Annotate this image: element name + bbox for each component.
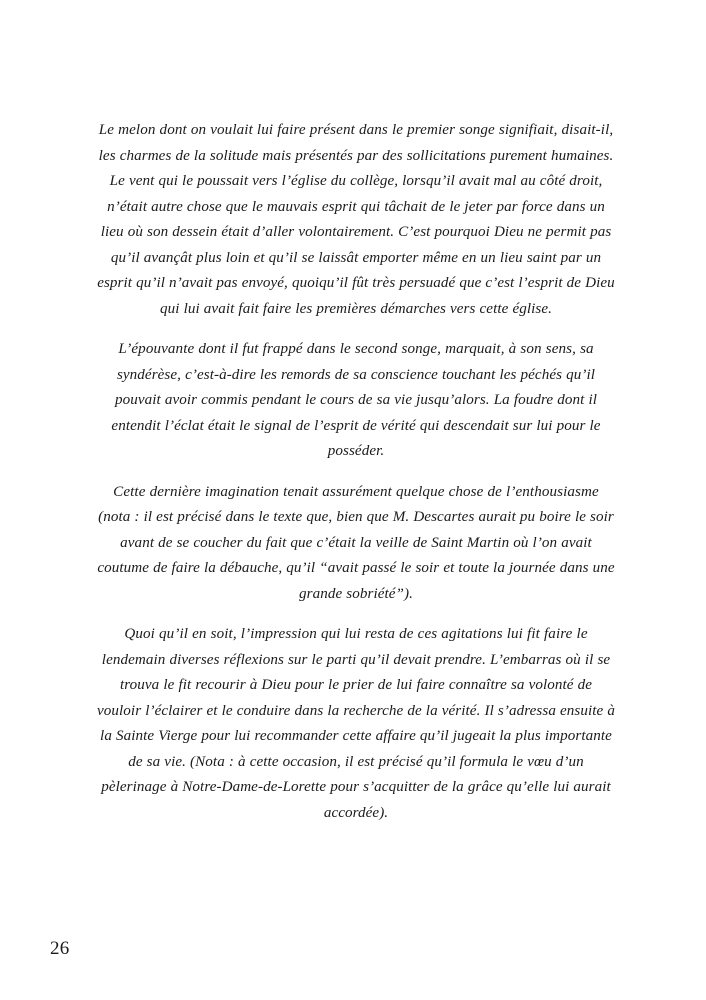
page-number: 26: [50, 938, 70, 959]
paragraph-4: Quoi qu’il en soit, l’impression qui lui resta de ces agitations lui fit faire le lendemain diverses réflexions sur le parti qu’il devait prendre. L’embarras où il se trouva le fit recourir à Dieu pour le prier de lui faire connaître sa volonté de vouloir l’éclairer et le conduire dans la recherche de la vérité. Il s’adressa ensuite à la Sainte Vierge pour lui recommander cette affaire qu’il jugeait la plus importante de sa vie. (Nota : à cette occasion, il est précisé qu’il formula le vœu d’un pèlerinage à Notre-Dame-de-Lorette pour s’acquitter de la grâce qu’elle lui aurait accordée).: [97, 626, 615, 821]
body-text-block: [96, 118, 616, 826]
paragraph-2: L’épouvante dont il fut frappé dans le second songe, marquait, à son sens, sa syndérèse, c’est-à-dire les remords de sa conscience touchant les péchés qu’il pouvait avoir commis pendant le cours de sa vie jusqu’alors. La foudre dont il entendit l’éclat était le signal de l’esprit de vérité qui descendait sur lui pour le posséder.: [111, 341, 601, 459]
paragraph-1: Le melon dont on voulait lui faire présent dans le premier songe signifiait, disait-il, les charmes de la solitude mais présentés par des sollicitations purement humaines. Le vent qui le poussait vers l’église du collège, lorsqu’il avait mal au côté droit, n’était autre chose que le mauvais esprit qui tâchait de le jeter par force dans un lieu où son dessein était d’aller volontairement. C’est pourquoi Dieu ne permit pas qu’il avançât plus loin et qu’il se laissât emporter même en un lieu saint par un esprit qu’il n’avait pas envoyé, quoiqu’il fût très persuadé que c’est l’esprit de Dieu qui lui avait fait faire les premières démarches vers cette église.: [97, 122, 615, 317]
paragraph-3: Cette dernière imagination tenait assurément quelque chose de l’enthousiasme (nota : il est précisé dans le texte que, bien que M. Descartes aurait pu boire le soir avant de se coucher du fait que c’était la veille de Saint Martin où l’on avait coutume de faire la débauche, qu’il “avait passé le soir et toute la journée dans une grande sobriété”).: [97, 483, 615, 602]
